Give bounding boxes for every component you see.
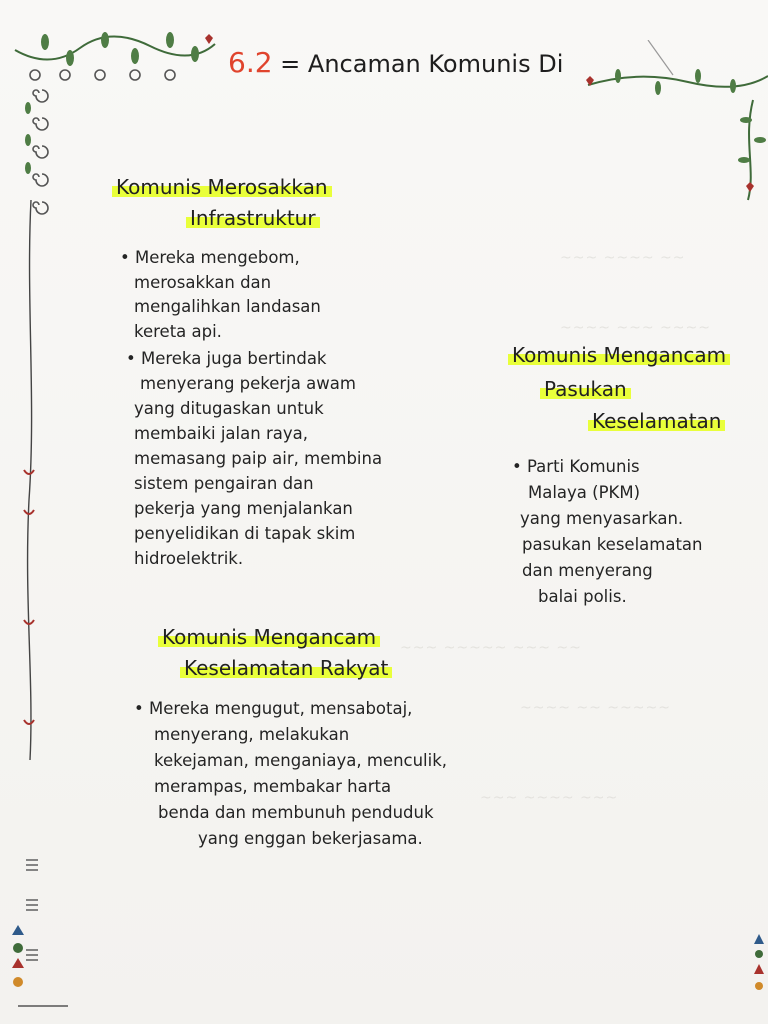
text-line: • Mereka juga bertindak [126, 349, 327, 368]
leaf-icon [16, 200, 46, 760]
text-line: pasukan keselamatan [522, 535, 703, 554]
title-separator: = [280, 50, 301, 78]
section-heading [540, 378, 631, 400]
heading-line: Keselamatan Rakyat [180, 656, 392, 680]
bullet-point [126, 346, 382, 571]
section-heading [158, 626, 380, 648]
text-line: menyerang pekerja awam [140, 374, 356, 393]
text-line: kekejaman, menganiaya, menculik, [154, 751, 448, 770]
bleed-through-text: ~~~~ ~~~ ~~~~ [560, 320, 711, 336]
text-line: dan menyerang [522, 561, 653, 580]
heart-icon [746, 182, 754, 192]
text-line: yang ditugaskan untuk [134, 399, 324, 418]
text-line: menyerang, melakukan [154, 725, 350, 744]
bleed-through-text: ~~~ ~~~~ ~~ [560, 250, 686, 266]
bleed-through-text: ~~~ ~~~~~ ~~~ ~~ [400, 640, 582, 656]
bullet-point [512, 454, 703, 610]
bleed-through-text: ~~~~ ~~ ~~~~~ [520, 700, 671, 716]
text-line: • Mereka mengebom, [120, 248, 300, 267]
text-line: merosakkan dan [134, 272, 272, 292]
bleed-through-text: ~~~ ~~~~ ~~~ [480, 790, 619, 806]
page-title [228, 46, 563, 79]
heading-line: Komunis Merosakkan [112, 175, 332, 199]
flower-bead-icon [8, 920, 28, 1000]
bullet-point [134, 696, 447, 852]
spiral-icon [22, 80, 62, 220]
text-line: kereta api. [134, 321, 222, 341]
text-line: memasang paip air, membina [134, 449, 383, 468]
section-heading [180, 657, 392, 679]
text-line: • Mereka mengugut, mensabotaj, [134, 699, 413, 718]
section-heading [186, 207, 320, 229]
heading-line: Keselamatan [588, 409, 725, 433]
title-text: Ancaman Komunis Di [307, 50, 564, 78]
vine-garland-icon [578, 40, 768, 240]
heading-line: Komunis Mengancam [158, 625, 380, 649]
text-line: yang menyasarkan. [520, 509, 684, 528]
bullet-point [120, 246, 321, 344]
text-line: • Parti Komunis [512, 457, 640, 476]
heading-line: Komunis Mengancam [508, 343, 730, 367]
text-line: Malaya (PKM) [528, 483, 641, 502]
text-line: pekerja yang menjalankan [134, 499, 353, 518]
title-number: 6.2 [228, 46, 273, 79]
heading-line: Pasukan [540, 377, 631, 401]
section-heading [508, 344, 730, 366]
section-heading [112, 176, 332, 198]
text-line: membaiki jalan raya, [134, 424, 308, 443]
text-line: mengalihkan landasan [134, 297, 321, 316]
text-line: merampas, membakar harta [154, 777, 392, 796]
flower-bead-icon [752, 930, 766, 1000]
text-line: penyelidikan di tapak skim [134, 524, 356, 543]
section-heading [588, 410, 725, 432]
heading-line: Infrastruktur [186, 206, 320, 230]
text-line: balai polis. [538, 587, 627, 606]
text-line: yang enggan bekerjasama. [198, 829, 423, 848]
text-line: benda dan membunuh penduduk [158, 803, 434, 822]
text-line: sistem pengairan dan [134, 474, 314, 493]
text-line: hidroelektrik. [134, 549, 244, 568]
